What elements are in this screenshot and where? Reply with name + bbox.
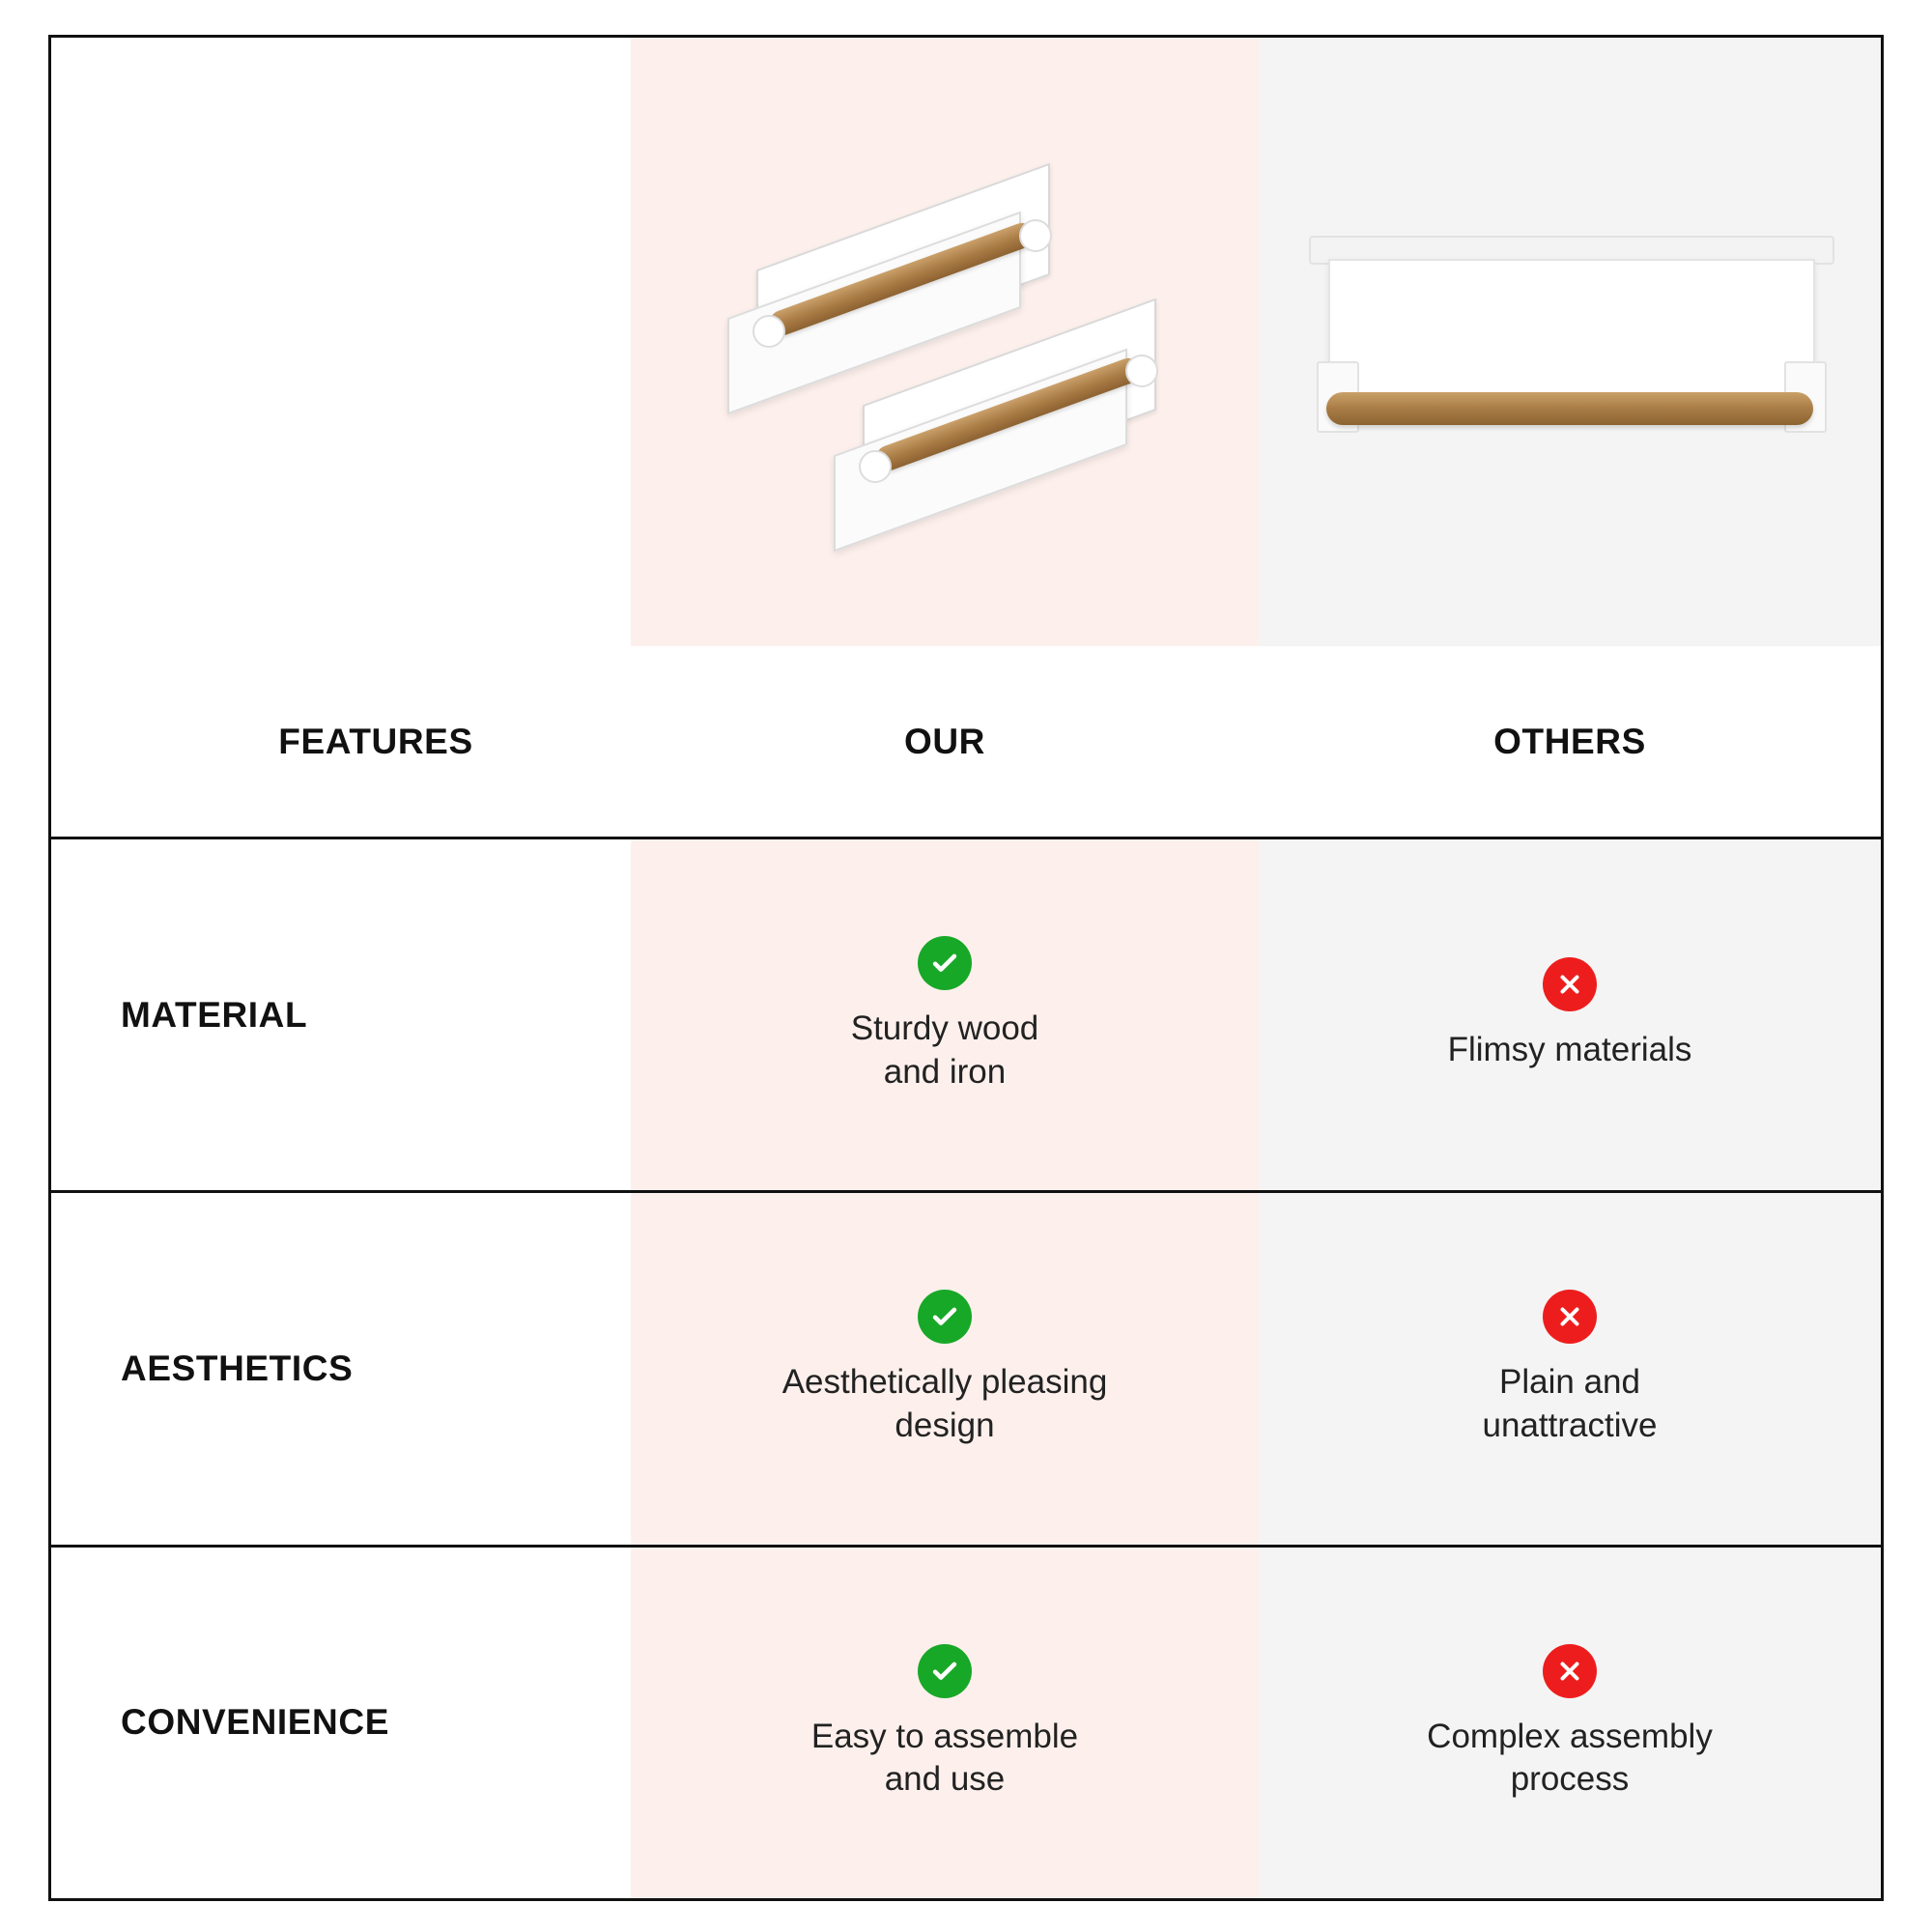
our-value-cell [631, 1548, 1259, 1898]
cross-circle-icon [1543, 1290, 1597, 1344]
feature-label: MATERIAL [121, 994, 308, 1035]
our-column-title: OUR [903, 721, 986, 761]
others-value-text: Complex assembly process [1427, 1717, 1713, 1799]
others-product-illustration [1299, 216, 1840, 468]
table-row [51, 1548, 1881, 1898]
others-value-cell [1259, 1548, 1881, 1898]
our-product-image [631, 38, 1259, 646]
feature-name-cell [51, 1548, 631, 1898]
feature-name-cell [51, 839, 631, 1190]
feature-label: CONVENIENCE [121, 1702, 389, 1743]
others-title-cell [1259, 646, 1881, 837]
our-value-text: Aesthetically pleasing design [781, 1363, 1108, 1444]
our-upper-cap-right [1019, 219, 1052, 252]
others-column-title: OTHERS [1493, 721, 1646, 761]
comparison-table [48, 35, 1884, 1901]
our-lower-cap-left [859, 450, 892, 483]
features-header-column [51, 38, 631, 837]
our-lower-cap-right [1125, 355, 1158, 387]
features-column-title: FEATURES [278, 721, 473, 761]
our-upper-cap-left [753, 315, 785, 348]
our-title-cell [631, 646, 1259, 837]
our-value-cell [631, 1193, 1259, 1544]
others-value-text: Plain and unattractive [1482, 1363, 1658, 1444]
features-title-cell [209, 646, 472, 837]
our-value-text: Sturdy wood and iron [850, 1009, 1039, 1091]
check-circle-icon [918, 1290, 972, 1344]
our-product-illustration [718, 149, 1172, 535]
table-row [51, 839, 1881, 1193]
feature-label: AESTHETICS [121, 1348, 354, 1388]
table-header-row [51, 38, 1881, 839]
our-value-text: Easy to assemble and use [810, 1717, 1079, 1799]
others-product-image [1259, 38, 1881, 646]
table-row [51, 1193, 1881, 1547]
others-wood-rod [1326, 392, 1813, 425]
feature-name-cell [51, 1193, 631, 1544]
others-header-column [1259, 38, 1881, 837]
others-value-text: Flimsy materials [1447, 1031, 1692, 1069]
others-value-cell [1259, 1193, 1881, 1544]
our-header-column [631, 38, 1259, 837]
cross-circle-icon [1543, 1644, 1597, 1698]
check-circle-icon [918, 1644, 972, 1698]
check-circle-icon [918, 936, 972, 990]
others-panel [1328, 259, 1815, 408]
others-value-cell [1259, 839, 1881, 1190]
cross-circle-icon [1543, 957, 1597, 1011]
our-value-cell [631, 839, 1259, 1190]
